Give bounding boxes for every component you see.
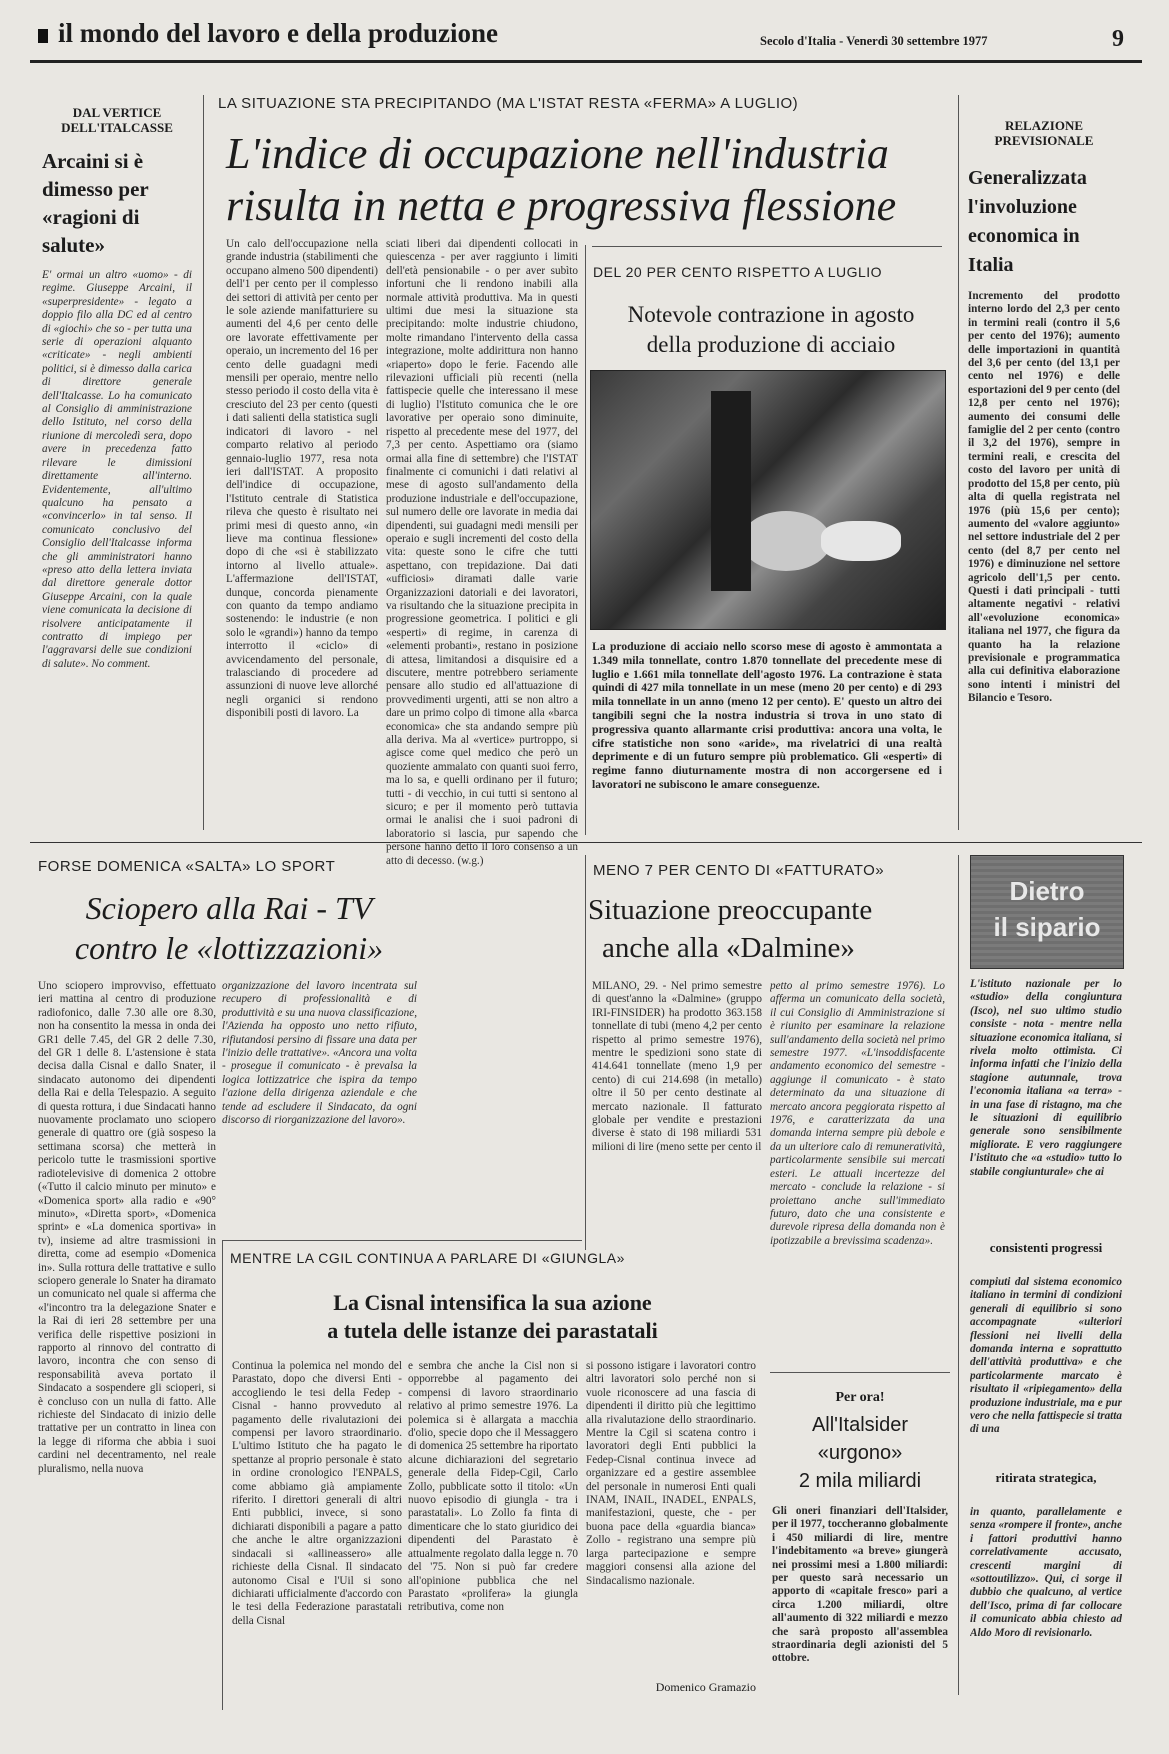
article-arcaini bbox=[42, 105, 192, 799]
cisnal-kicker: MENTRE LA CGIL CONTINUA A PARLARE DI «GIUNGLA» bbox=[230, 1250, 625, 1266]
main-kicker: LA SITUAZIONE STA PRECIPITANDO (MA L'ISTAT RESTA «FERMA» A LUGLIO) bbox=[218, 95, 799, 112]
divider bbox=[222, 1240, 223, 1710]
dalmine-col-1: MILANO, 29. - Nel primo semestre di quest'anno la «Dalmine» (gruppo IRI-FINSIDER) ha prodotto 363.158 tonnellate di tubi (meno 4,2 per cento rispetto al primo semestre 1976), mentre le spedizioni sono state di 414.641 tonnellate (meno 1,9 per cento) di cui 214.698 (in metallo) oltre il 50 per cento destinate al mercato nazionale. Il fatturato globale per vendite e prestazioni diverse è stato di 198 miliardi 531 milioni di lire (meno sette per cento il bbox=[592, 980, 762, 1153]
italsider-headline-2: «urgono» bbox=[817, 1442, 903, 1464]
divider bbox=[770, 1372, 950, 1373]
page-number: 9 bbox=[1112, 26, 1124, 52]
rai-kicker: FORSE DOMENICA «SALTA» LO SPORT bbox=[38, 858, 336, 875]
column-title-line-2: il sipario bbox=[993, 912, 1101, 942]
acciaio-kicker: DEL 20 PER CENTO RISPETTO A LUGLIO bbox=[593, 264, 883, 280]
photo-detail bbox=[711, 391, 751, 591]
dalmine-col-2: petto al primo semestre 1976). Lo afferma un comunicato della società, il cui Consiglio di Amministrazione si è riunito per esaminare la relazione sull'andamento della società nel primo semestre 1977. «L'insoddisfacente andamento economico del semestre - aggiunge il comunicato - è stato determinato da una situazione di mercato ancora peggiorata rispetto al 1976, e caratterizzata da una domanda interna sempre più debole e da un ulteriore calo di remuneratività, particolarmente sensibile sui mercati esteri. Le attuali incertezze del mercato - conclude la relazione - si proiettano anche sull'immediato futuro, dato che una consistente e durevole ripresa della domanda non è ipotizzabile a brevissima scadenza». bbox=[770, 980, 945, 1247]
section-marker bbox=[38, 29, 48, 43]
italsider-headline-3: 2 mila miliardi bbox=[798, 1470, 922, 1492]
kicker: RELAZIONE PREVISIONALE bbox=[994, 118, 1094, 148]
article-relazione bbox=[968, 118, 1120, 755]
rai-col-1: Uno sciopero improvviso, effettuato ieri mattina al centro di produzione radiofonico, dalle 7.30 alle ore 8.30, non ha consentito la messa in onda dei GR1 delle 7.45, del GR 2 delle 7.30, del GR 1 delle 8. L'astensione è stata decisa dalla Cisnal e dallo Snater, il sindacato autonomo dei dipendenti della Rai e della Telespazio. A seguito di questa rottura, i due Sindacati hanno nuovamente proclamato uno sciopero generale di quattro ore (già sospeso la settimana scorsa) che metterà in pericolo tutte le trasmissioni sportive radiotelevisive di domenica 2 ottobre («Tutto il calcio minuto per minuto» e «Domenica sport» alla radio e «90° minuto», «Diretta sport», «Domenica sprint» e «La domenica sportiva» in tv), insieme ad altre trasmissioni in diretta, come ad esempio «Domenica in». Sulla rottura delle trattative e sullo sciopero generale lo Snater ha diramato un comunicato nel quale si afferma che «l'incontro tra la delegazione Snater e la Rai di ieri 28 settembre per una verifica delle rispettive posizioni in rapporto al rinnovo del contratto di lavoro, incontra che con senso di responsabilità aveva portato il Sindacato a sospendere gli scioperi, si è concluso con un nulla di fatto. Alle richieste del Sindacato di inizio delle trattative per un contratto in linea con la legge di riforma che abbia i suoi cardini nel decentramento, nel reale pluralismo, nella nuova bbox=[38, 980, 216, 1475]
dietro-body-a: L'istituto nazionale per lo «studio» della congiuntura (Isco), nel suo ultimo studio consiste - nota - mentre nella situazione economica italiana, si rivela molto ottimista. Ci informa infatti che l'inizio della stagione autunnale, trova l'economia italiana «a terra» - in una fase di ristagno, ma che le situazioni di equilibrio generale sono sensibilmente migliorate. E vero raggiungere l'istituto che «a «studio» tutto lo stabile congiunturale» che ai bbox=[970, 978, 1122, 1178]
section-rule bbox=[30, 842, 1142, 843]
divider bbox=[958, 95, 959, 830]
divider bbox=[958, 855, 959, 1695]
steel-photo bbox=[590, 370, 946, 630]
publication-date: Secolo d'Italia - Venerdì 30 settembre 1977 bbox=[760, 34, 988, 48]
main-col-1: Un calo dell'occupazione nella grande industria (stabilimenti che occupano almeno 500 dipendenti) dell'1 per cento per il complesso dei settori di attività per cento per le sole aziende manifatturiere su aumenti del 4,6 per cento delle ore lavorate effettivamente per operaio, un incremento del 16 per cento delle guadagni medi mensili per operaio, mentre nello stesso periodo il costo della vita è cresciuto del 23 per cento (questi i dati salienti della statistica sugli indicatori di lavoro - nel comparto relativo al periodo gennaio-luglio 1977, resa nota ieri dall'ISTAT. A proposito dell'indice di occupazione, l'Istituto centrale di Statistica rileva che questo è risultato nei primi mesi di questo anno, «in lieve ma continua flessione» dopo di che «si è stabilizzato intorno al livello attuale». L'affermazione dell'ISTAT, dunque, concorda pienamente con quanto da tempo andiamo sostenendo: le industrie (e non solo le «grandi») hanno da tempo interrotto il «ciclo» di avvicendamento del personale, tralasciando di procedere ad assunzioni di nuove leve allorché negli organici si rendono disponibili posti di lavoro. La bbox=[226, 238, 378, 720]
photo-detail bbox=[821, 521, 901, 561]
main-col-2: sciati liberi dai dipendenti collocati in quiescenza - per aver raggiunto i limiti dell'età pensionabile - o per aver subìto infortuni che li rendono inabili alla normale attività produttiva. Ma in questi ultimi due mesi la situazione sta precipitando: molte industrie chiudono, molte rimandano l'intervento della cassa integrazione, molte addirittura non hanno «riaperto» dopo le ferie. Facendo alle rilevazioni ufficiali più recenti (nella fattispecie quelle che interessano il mese di luglio) l'Istituto comunica che le ore lavorative per operaio sono diminuite, rispetto al precedente mese del 1977, del 7,3 per cento. Aspettiamo ora (siamo ormai alla fine di settembre) che l'ISTAT finalmente ci comunichi i dati relativi al mese di agosto sull'andamento della produzione industriale e dell'occupazione, sul numero delle ore lavorate in media dai dipendenti, sui guadagni medi mensili per operaio e sugli incrementi del costo della vita: queste sono le cifre che tutti aspettano, con trepidazione. Dai dati «ufficiosi» diramati dalle varie Organizzazioni datoriali e dei lavoratori, va risultando che la situazione precipita in progressione geometrica. I politici e gli «esperti» di regime, in carenza di «elementi probanti», restano in posizione di attesa, limitandosi a disquisire ed a discutere, mentre potrebbero seriamente pensare allo studio ed all'attuazione di provvedimenti urgenti, atti se non altro a dare un primo colpo di timone alla «barca economica» che sta andando sempre più alla deriva. Ma al «vertice» purtroppo, si agisce come quel medico che però un quoziente ammalato con quanti suoi ferro, ma lo sa, e quelli ordinano per il futuro; tutti - di vecchio, in cui tutti si sentono al sicuro; e per il momento però tuttavia ormai le analisi che i suoi padroni di laboratorio si lascia, pur sapendo che persone hanno detto il loro consenso a un atto di decesso. (w.g.) bbox=[386, 238, 578, 867]
italsider-kicker: Per ora! bbox=[835, 1390, 885, 1405]
divider bbox=[585, 245, 586, 835]
column-title-line-1: Dietro bbox=[1009, 876, 1085, 906]
acciaio-headline-2: della produzione di acciaio bbox=[646, 332, 896, 357]
italsider-headline-1: All'Italsider bbox=[811, 1414, 909, 1436]
dietro-il-sipario-banner bbox=[970, 855, 1124, 969]
divider bbox=[592, 246, 942, 247]
cisnal-headline-2: a tutela delle istanze dei parastatali bbox=[327, 1318, 658, 1343]
photo-detail bbox=[741, 511, 831, 571]
dietro-body-b: compiuti dal sistema economico italiano in termini di condizioni generali di equilibrio si sono accompagnate «ulteriori flessioni nei livelli della domanda interna e soprattutto dell'attività produttiva» e che particolarmente marcato è risultato il «ripiegamento» della produzione industriale, ma e pur vero che nella fattispecie si tratta di una bbox=[970, 1276, 1122, 1436]
acciaio-headline-1: Notevole contrazione in agosto bbox=[627, 302, 915, 327]
acciaio-caption: La produzione di acciaio nello scorso mese di agosto è ammontata a 1.349 mila tonnellate, contro 1.870 tonnellate del precedente mese di luglio e 1.661 mila tonnellate dell'agosto 1976. La contrazione è stata quindi di 427 mila tonnellate in un mese (meno 20 per cento) e di 293 mila tonnellate in un anno (meno 12 per cento). E' questo un altro dei tangibili segni che la nostra industria si trova in uno stato di progressiva quanto allarmante crisi produttiva: ancora una volta, le cifre statistiche non sono «aride», ma rivelatrici di una realtà deprimente e di un futuro sempre più problematico. Gli «esperti» di regime fanno diuturnamente mostra di non accorgersene ed i lavoratori ne subiscono le amare conseguenze. bbox=[592, 640, 942, 791]
dalmine-kicker: MENO 7 PER CENTO DI «FATTURATO» bbox=[593, 862, 885, 879]
article-body: E' ormai un altro «uomo» - di regime. Giuseppe Arcaini, il «superpresidente» - legato a doppio filo alla DC ed al centro di «giochi» che so - per tutta una serie di operazioni alquanto «criticate» - negli ambienti politici, si è dimesso dalla carica di direttore generale dell'Italcasse. Lo ha comunicato al Consiglio di amministrazione dello Istituto, nel corso della riunione di mercoledì sera, dopo avere in precedenza fatto rilevare le dimissioni direttamente all'interno. Evidentemente, all'ultimo qualcuno ha pensato a «convincerlo» in tal senso. Il comunicato conclusivo del Consiglio dell'Italcasse informa che gli amministratori hanno «preso atto della lettera inviata dal direttore generale dottor Giuseppe Arcaini, con la quale viene comunicata la decisione di risolvere anticipatamente il contratto di impiego per l'aggravarsi delle sue condizioni di salute». No comment. bbox=[42, 269, 192, 670]
cisnal-byline: Domenico Gramazio bbox=[655, 1680, 756, 1694]
section-title: il mondo del lavoro e della produzione bbox=[58, 18, 499, 48]
rai-headline-1: Sciopero alla Rai - TV bbox=[85, 890, 373, 926]
dietro-body-c: in quanto, parallelamente e senza «rompere il fronte», anche i fattori produttivi hanno correlativamente accusato, crescenti margini di «sottoutilizzo». Qui, ci sorge il dubbio che qualcuno, al vertice dell'Isco, prima di far collocare il comunicato abbia chiesto ad Aldo Moro di revisionarlo. bbox=[970, 1506, 1122, 1639]
kicker: DAL VERTICE DELL'ITALCASSE bbox=[61, 105, 173, 135]
main-headline-1: L'indice di occupazione nell'industria bbox=[226, 129, 889, 178]
divider bbox=[222, 1240, 582, 1241]
cisnal-col-2: e sembra che anche la Cisl non si opporrebbe al pagamento dei compensi di lavoro straordinario relativo al primo semestre 1976. La polemica si è allargata a macchia d'olio, specie dopo che il Messaggero di domenica 25 settembre ha riportato alcune dichiarazioni del segretario generale della Fidep-Cgil, Carlo Zollo, pubblicate sotto il titolo: «Un nuovo episodio di giungla - tra i parastatali». Lo Zollo fa finta di dimenticare che lo stato giuridico dei dipendenti del Parastato è attualmente regolato dalla legge n. 70 del '75. Non si può far credere all'opinione pubblica che nel Parastato «prolifera» la giungla retributiva, come non bbox=[408, 1360, 578, 1614]
rai-headline-2: contro le «lottizzazioni» bbox=[74, 930, 384, 966]
cisnal-col-3: si possono istigare i lavoratori contro altri lavoratori solo perché non si vuole riconoscere ad una fascia di dipendenti il diritto più che legittimo alla rivalutazione dello straordinario. Mentre la Cgil si scatena contro i lavoratori degli Enti pubblici la Fedep-Cisnal continua invece ad organizzare ed a gestire assemblee del personale in numerosi Enti quali INAM, INAIL, INADEL, ENPALS, manifestazioni, queste, che - per buona pace della «guardia bianca» Zollo - registrano una sempre più larga partecipazione e sempre maggiori consensi alla azione del Sindacalismo nazionale. bbox=[586, 1360, 756, 1587]
header-rule bbox=[30, 60, 1142, 63]
dietro-subhead-1: consistenti progressi bbox=[989, 1240, 1103, 1255]
main-headline-2: risulta in netta e progressiva flessione bbox=[226, 181, 897, 230]
article-body: Incremento del prodotto interno lordo del 2,3 per cento in termini reali (contro il 5,6 per cento del 1976); aumento delle importazioni in quantità del 3,6 per cento (del 13,1 per cento nel 1976) e delle esportazioni del 9 per cento (del 12,8 per cento nel 1976); aumento dei consumi delle famiglie del 2 per cento (contro il 3,2 del 1976), sempre in termini reali, e crescita del costo del lavoro per unità di prodotto del 15,8 per cento, più alta di quella registrata nel 1976 (più 15,6 per cento); aumento del «valore aggiunto» nel settore industriale del 2 per cento (del 8,7 per cento nel 1976) e diminuzione nel settore agricolo dell'1,5 per cento. Questi i dati principali - tutti altamente negativi - relativi all'«evoluzione economica» italiana nel 1977, che figura da quanto ha la relazione previsionale e programmatica alla cui definitiva elaborazione sono intenti i ministri del Bilancio e Tesoro. bbox=[968, 290, 1120, 705]
dalmine-headline-2: anche alla «Dalmine» bbox=[602, 932, 855, 964]
italsider-body: Gli oneri finanziari dell'Italsider, per il 1977, toccheranno globalmente i 450 miliardi di lire, mentre l'indebitamento «a breve» giungerà nei prossimi mesi a 1.800 miliardi: per questo sarà necessario un apporto di «capitale fresco» pari a circa 1.200 miliardi, oltre all'aumento di 322 miliardi e mezzo che sarà proposto all'assemblea straordinaria degli azionisti del 5 ottobre. bbox=[772, 1505, 948, 1665]
cisnal-headline-1: La Cisnal intensifica la sua azione bbox=[333, 1290, 652, 1315]
dietro-subhead-2: ritirata strategica, bbox=[995, 1470, 1097, 1485]
divider bbox=[585, 855, 586, 1250]
headline: Generalizzata l'involuzione economica in Italia bbox=[968, 167, 1087, 276]
rai-col-2: organizzazione del lavoro incentrata sul recupero di professionalità e di produttività e su una nuova classificazione, l'Azienda ha opposto uno netto rifiuto, rifiutandosi persino di fissare una data per l'inizio delle trattative». «Ancora una volta - prosegue il comunicato - è prevalsa la logica lottizzatrice che ispira da tempo l'azione della dirigenza aziendale e che tende ad escludere il Sindacato, da ogni discorso di riorganizzazione del lavoro». bbox=[222, 980, 417, 1127]
divider bbox=[203, 95, 204, 830]
dalmine-headline-1: Situazione preoccupante bbox=[588, 894, 873, 926]
headline: Arcaini si è dimesso per «ragioni di salute» bbox=[42, 149, 149, 257]
cisnal-col-1: Continua la polemica nel mondo del Parastato, dopo che diversi Enti - accogliendo le tesi della Fedep - Cisnal - hanno provveduto al pagamento delle rivalutazioni dei compensi per lavoro straordinario. L'ultimo Istituto che ha pagato le spettanze al proprio personale è stato in ordine cronologico l'ENPALS, come abbiamo già ampiamente riferito. I direttori generali di altri Enti pubblici, invece, si sono dichiarati disponibili a pagare a patto che anche le altre organizzazioni sindacali si «allineassero» alle richieste della Cisnal. Il sindacato autonomo Cisal e l'Uil si sono dichiarati ufficialmente d'accordo con le tesi della Federazione parastatali della Cisnal bbox=[232, 1360, 402, 1627]
